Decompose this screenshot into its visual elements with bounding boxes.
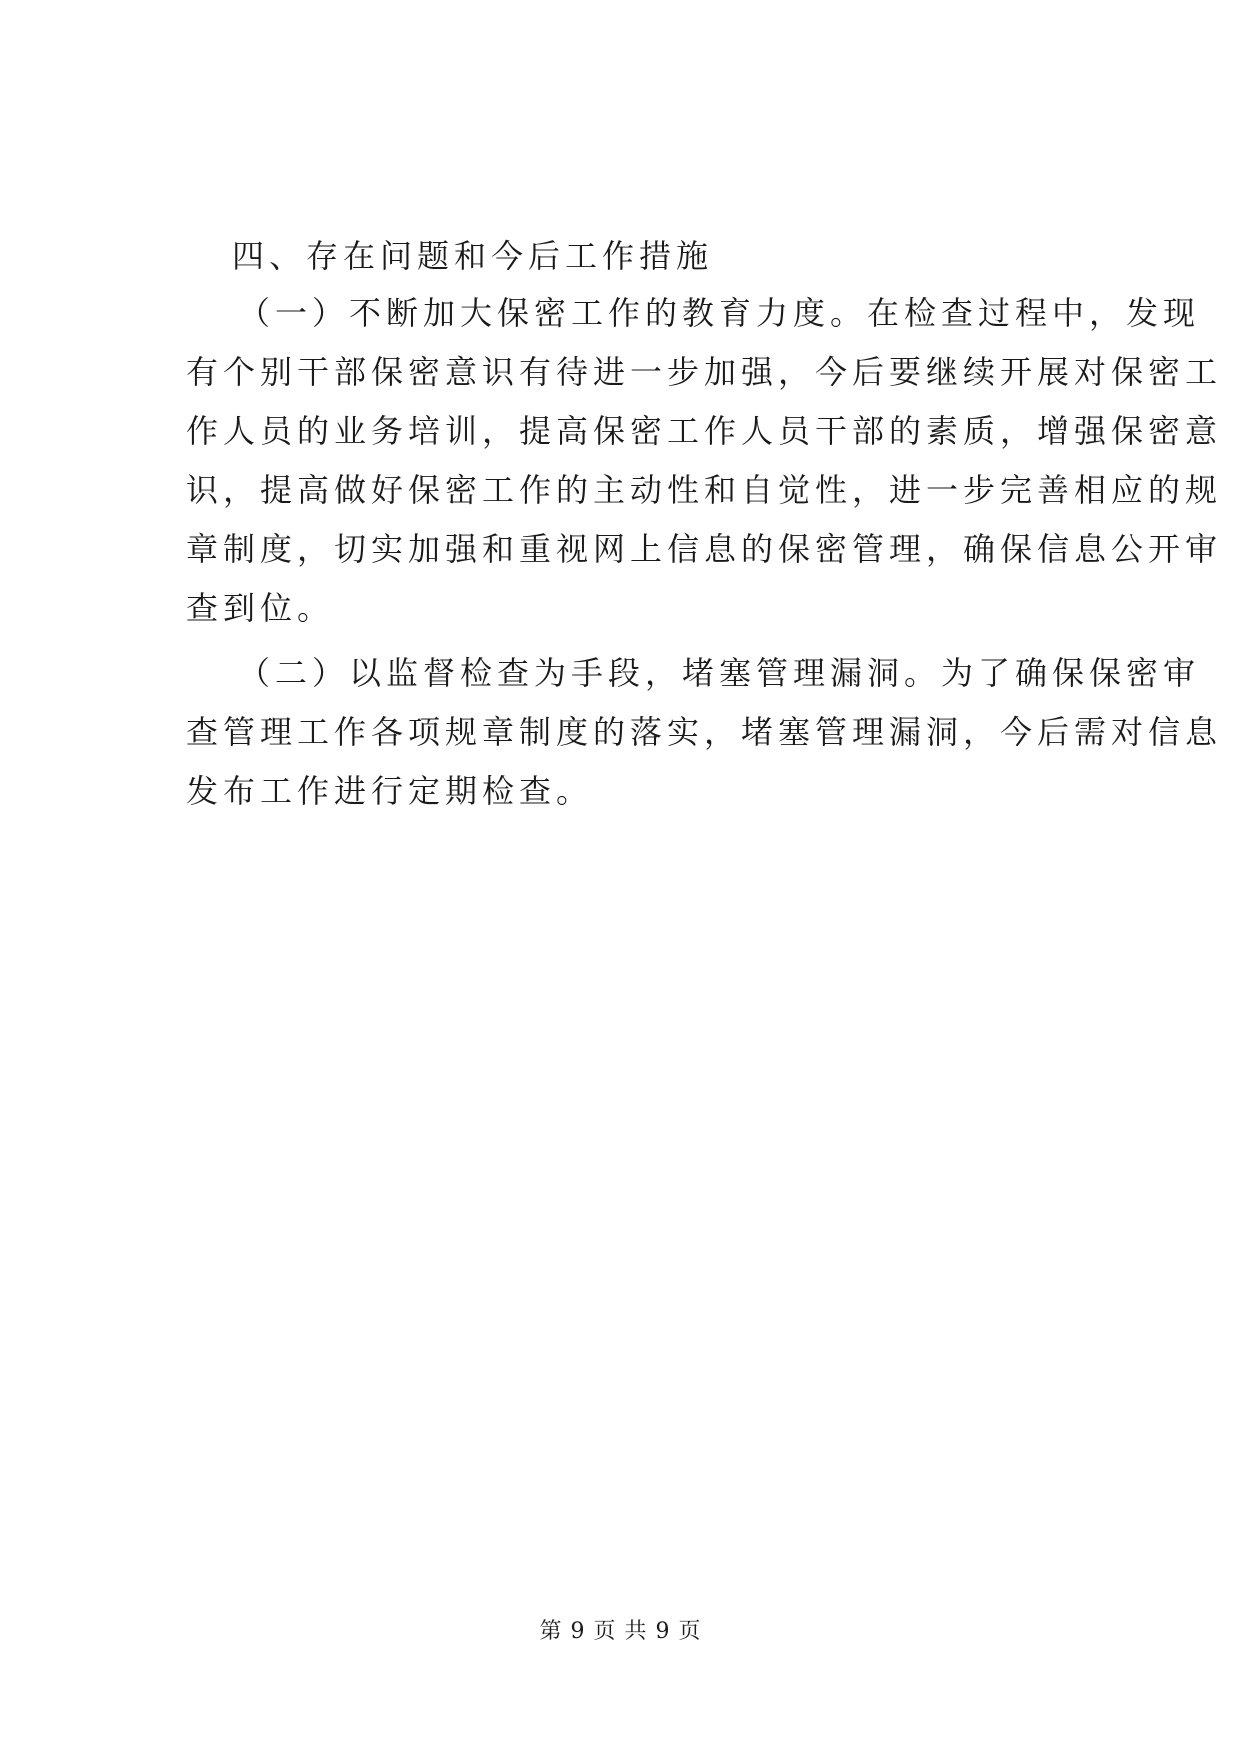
paragraph-line: 章制度，切实加强和重视网上信息的保密管理，确保信息公开审 <box>186 530 1223 568</box>
paragraph-line: 发布工作进行定期检查。 <box>186 772 594 810</box>
paragraph-line: 作人员的业务培训，提高保密工作人员干部的素质，增强保密意 <box>186 412 1223 450</box>
paragraph-line: （二）以监督检查为手段，堵塞管理漏洞。为了确保保密审 <box>238 654 1201 692</box>
section-heading: 四、存在问题和今后工作措施 <box>232 237 714 275</box>
paragraph-1 <box>186 284 1223 638</box>
paragraph-line: （一）不断加大保密工作的教育力度。在检查过程中，发现 <box>238 294 1201 332</box>
paragraph-line: 查管理工作各项规章制度的落实，堵塞管理漏洞，今后需对信息 <box>186 713 1223 751</box>
paragraph-line: 有个别干部保密意识有待进一步加强，今后要继续开展对保密工 <box>186 353 1223 391</box>
paragraph-line: 识，提高做好保密工作的主动性和自觉性，进一步完善相应的规 <box>186 471 1223 509</box>
paragraph-line: 查到位。 <box>186 589 335 627</box>
document-body <box>186 228 1223 821</box>
page-number-footer: 第 9 页 共 9 页 <box>539 1619 702 1644</box>
paragraph-2 <box>186 644 1223 821</box>
